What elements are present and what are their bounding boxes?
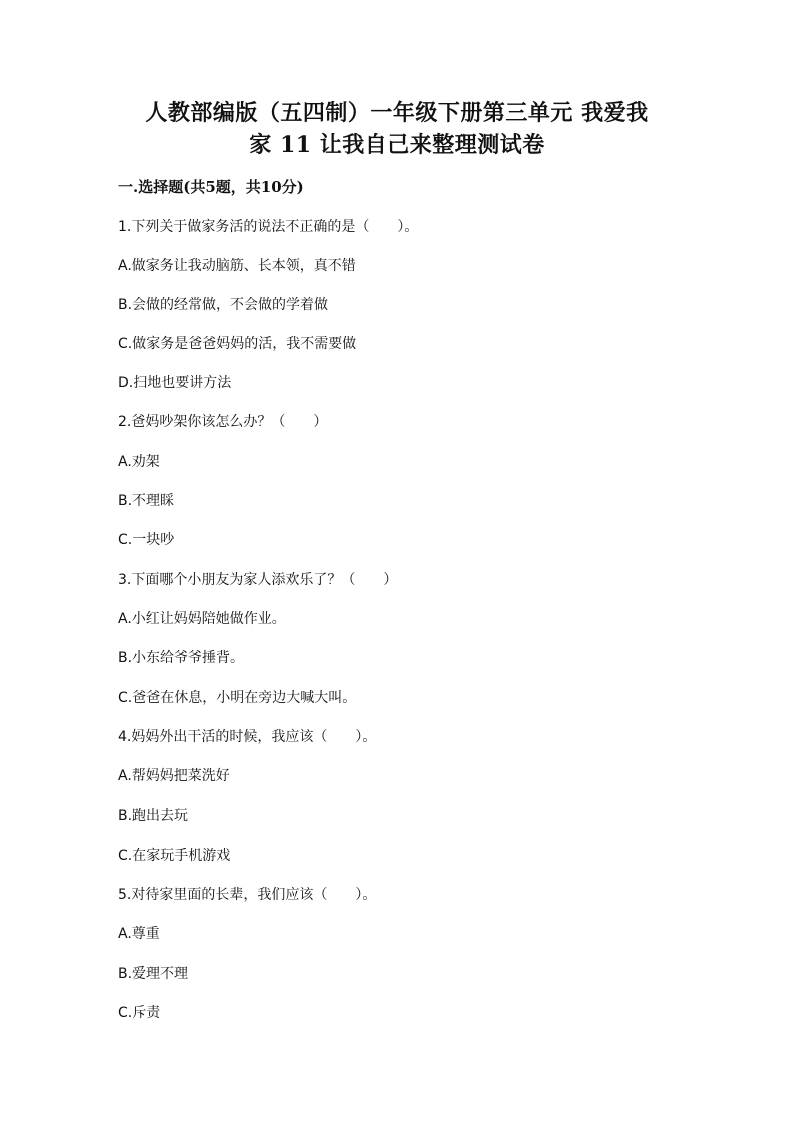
question-2-option-c: C.一块吵 [118,532,175,548]
question-3-option-a: A.小红让妈妈陪她做作业。 [118,611,286,627]
document-title-line-1: 人教部编版（五四制）一年级下册第三单元 我爱我 [145,100,649,126]
question-5-option-b: B.爱理不理 [118,966,189,982]
question-5-option-a: A.尊重 [118,926,160,942]
question-2-stem: 2.爸妈吵架你该怎么办？（ ） [118,414,328,430]
question-3-option-b: B.小东给爷爷捶背。 [118,650,245,666]
question-2-option-a: A.劝架 [118,454,160,470]
question-4-option-b: B.跑出去玩 [118,808,189,824]
section-heading: 一.选择题(共5题，共10分) [118,178,304,196]
question-4-option-a: A.帮妈妈把菜洗好 [118,768,230,784]
question-3-option-c: C.爸爸在休息，小明在旁边大喊大叫。 [118,690,357,706]
question-3-stem: 3.下面哪个小朋友为家人添欢乐了？（ ） [118,572,398,588]
document-title-line-2: 家 11 让我自己来整理测试卷 [249,132,545,158]
question-5-option-c: C.斥责 [118,1005,161,1021]
question-1-option-a: A.做家务让我动脑筋、长本领，真不错 [118,258,356,274]
question-1-option-b: B.会做的经常做，不会做的学着做 [118,297,329,313]
question-1-option-c: C.做家务是爸爸妈妈的活，我不需要做 [118,336,357,352]
question-4-option-c: C.在家玩手机游戏 [118,848,231,864]
question-2-option-b: B.不理睬 [118,493,175,509]
question-1-option-d: D.扫地也要讲方法 [118,375,232,391]
question-4-stem: 4.妈妈外出干活的时候，我应该（ ）。 [118,729,377,745]
question-5-stem: 5.对待家里面的长辈，我们应该（ ）。 [118,887,377,903]
question-1-stem: 1.下列关于做家务活的说法不正确的是（ ）。 [118,219,419,235]
